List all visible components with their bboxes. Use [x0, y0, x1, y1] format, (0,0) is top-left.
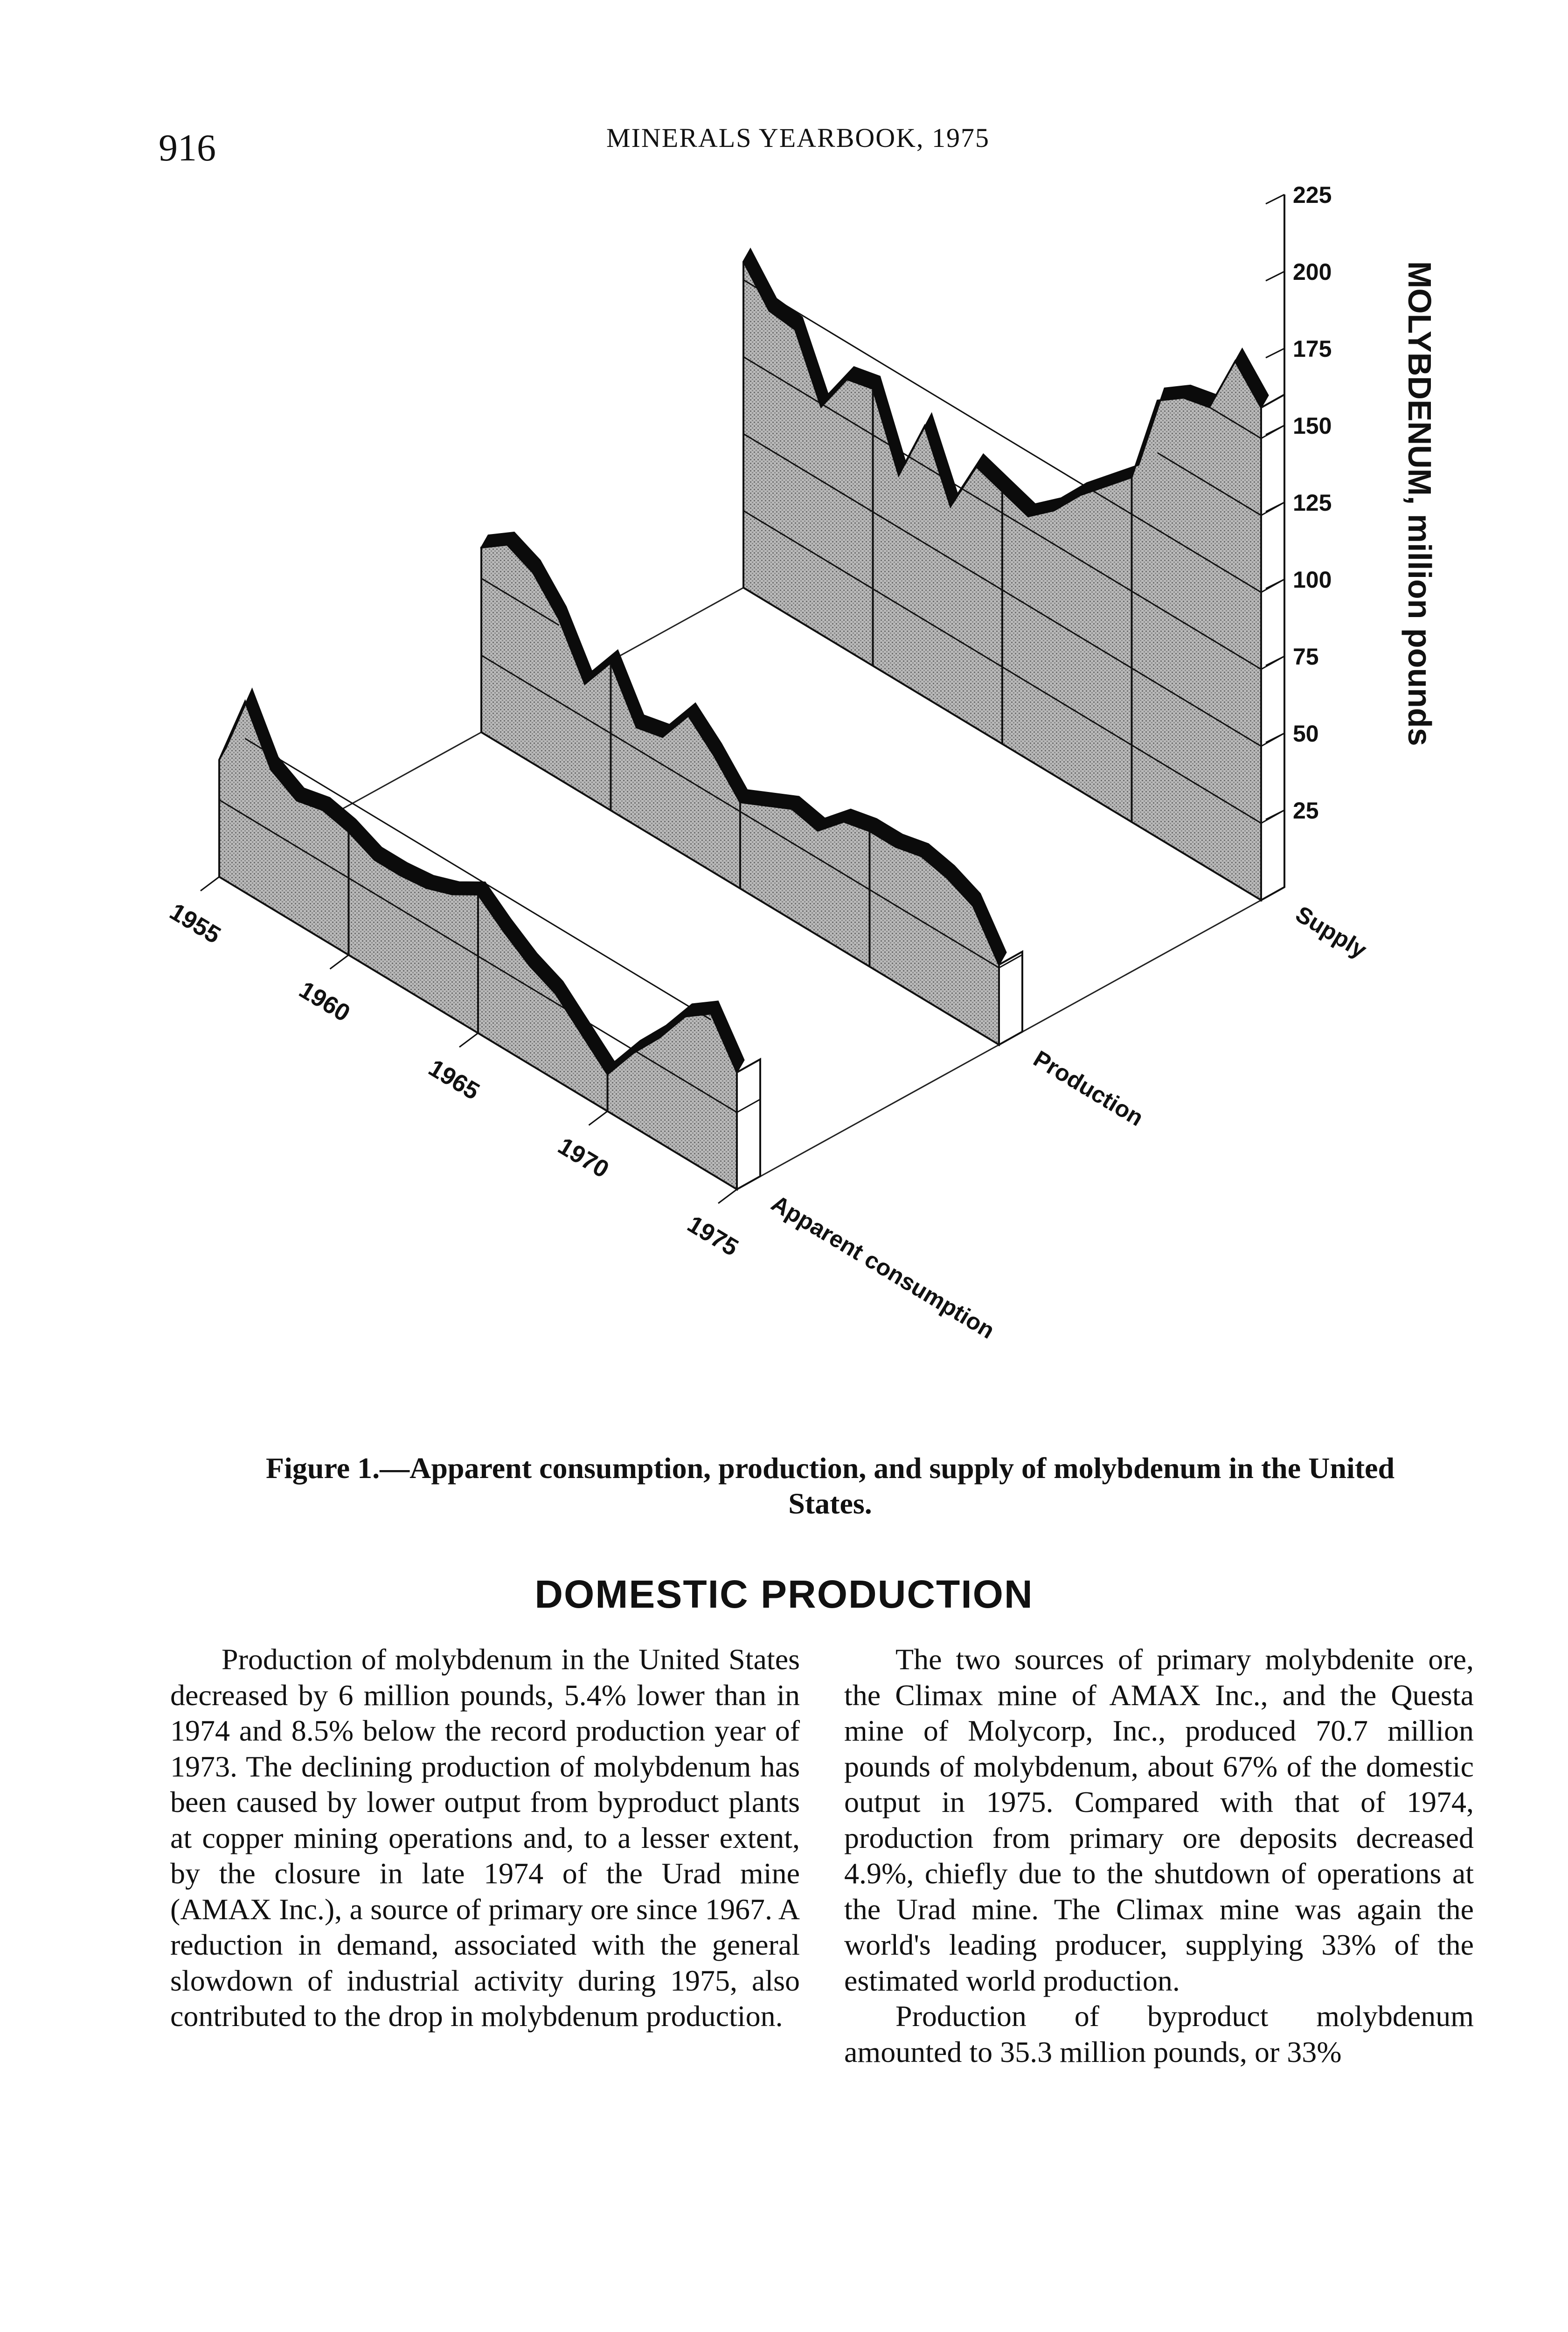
- y-tick-label: 200: [1293, 259, 1332, 285]
- figure-caption: Figure 1.—Apparent consumption, production, and supply of molybdenum in the United States.: [265, 1451, 1395, 1520]
- x-tick-label: 1960: [294, 976, 355, 1027]
- running-head: MINERALS YEARBOOK, 1975: [606, 123, 990, 153]
- series-label: Production: [1029, 1045, 1148, 1131]
- y-tick-label: 150: [1293, 413, 1332, 439]
- section-heading: DOMESTIC PRODUCTION: [534, 1572, 1034, 1616]
- y-tick-label: 75: [1293, 644, 1319, 670]
- x-tick-label: 1970: [553, 1132, 614, 1184]
- y-tick-label: 100: [1293, 567, 1332, 593]
- left-column: [170, 1642, 800, 2034]
- x-tick: [589, 1111, 608, 1125]
- value-axis-tick: [1266, 271, 1284, 281]
- x-tick: [330, 955, 349, 969]
- value-axis-tick: [1266, 348, 1284, 358]
- left-paragraph: Production of molybdenum in the United States decreased by 6 million pounds, 5.4% lower than in 1974 and 8.5% below the record production year of 1973. The declining production of molybdenum has been caused by lower output from byproduct plants at copper mining operations and, to a lesser extent, by the closure in late 1974 of the Urad mine (AMAX Inc.), a source of primary ore since 1967. A reduction in demand, associated with the general slowdown of industrial activity during 1975, also contributed to the drop in molybdenum production.: [170, 1643, 800, 2033]
- x-tick: [201, 877, 219, 891]
- series-label: Supply: [1291, 901, 1372, 964]
- series-end-cap: [1261, 395, 1284, 900]
- y-tick-label: 125: [1293, 490, 1332, 516]
- x-tick-label: 1965: [423, 1054, 484, 1105]
- y-tick-label: 50: [1293, 721, 1319, 747]
- x-tick: [459, 1033, 478, 1047]
- page-number: 916: [159, 126, 216, 169]
- right-paragraph: Production of byproduct molybdenum amounted to 35.3 million pounds, or 33%: [844, 1999, 1474, 2068]
- series-panel-3: [743, 249, 1284, 900]
- y-tick-label: 25: [1293, 798, 1319, 824]
- x-tick-label: 1975: [682, 1210, 743, 1262]
- x-tick-label: 1955: [165, 898, 225, 949]
- x-tick: [718, 1189, 737, 1203]
- y-axis-title: MOLYBDENUM, million pounds: [1401, 261, 1438, 746]
- value-axis-tick: [1266, 194, 1284, 204]
- y-tick-label: 225: [1293, 182, 1332, 208]
- series-label: Apparent consumption: [767, 1190, 999, 1344]
- right-paragraph: The two sources of primary molybdenite ore, the Climax mine of AMAX Inc., and the Questa mine of Molycorp, Inc., produced 70.7 million pounds of molybdenum, about 67% of the domestic output in 1975. Compared with that of 1974, production from primary ore deposits decreased 4.9%, chiefly due to the shutdown of operations at the Urad mine. The Climax mine was again the world's leading producer, supplying 33% of the estimated world production.: [844, 1643, 1474, 1997]
- y-tick-label: 175: [1293, 336, 1332, 362]
- chart-panels: [219, 249, 1284, 1189]
- series-end-cap: [737, 1059, 760, 1189]
- right-column: [844, 1642, 1474, 2070]
